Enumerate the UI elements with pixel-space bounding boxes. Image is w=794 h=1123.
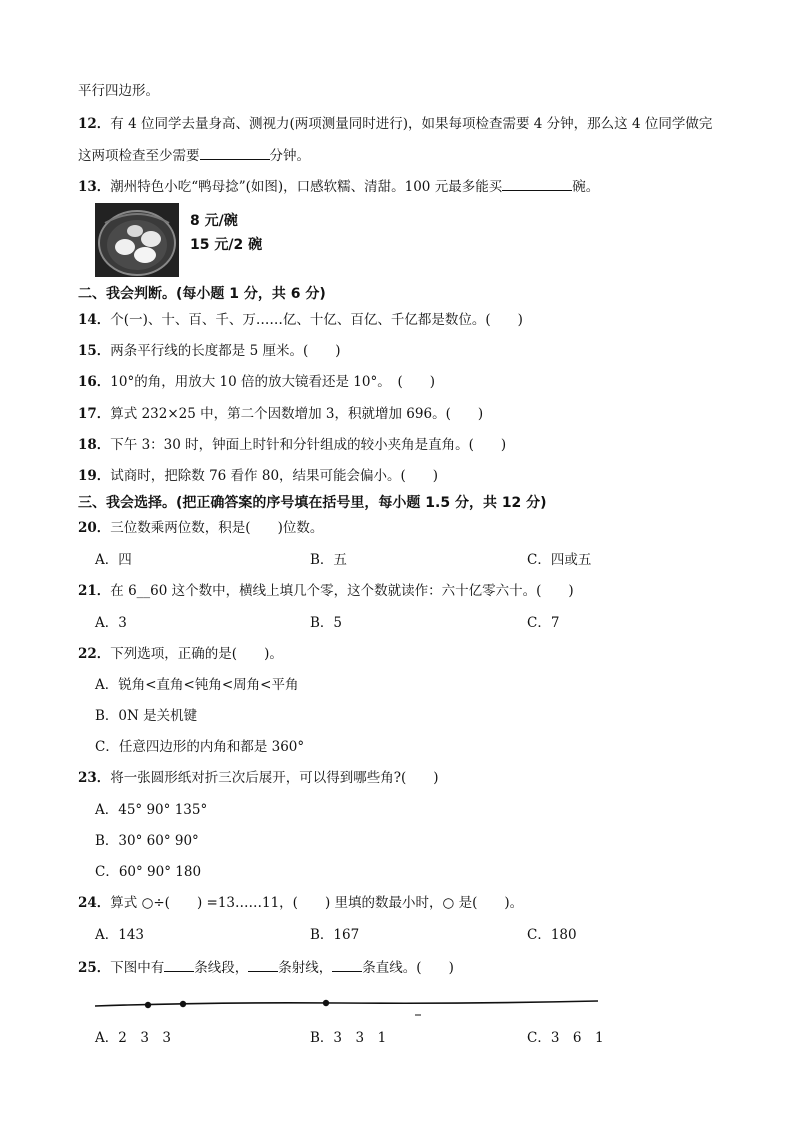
- q25-option-b[interactable]: B．3 3 1: [310, 1030, 387, 1046]
- q16: [78, 373, 435, 391]
- q19-number: 19．: [78, 468, 111, 484]
- q25-blank-lines[interactable]: [332, 957, 362, 972]
- q13-answer-blank[interactable]: [502, 176, 572, 191]
- q25-text3: 条射线，: [278, 960, 333, 976]
- q20-option-b[interactable]: B．五: [310, 552, 347, 568]
- q24-number: 24．: [78, 895, 111, 911]
- q21-option-c[interactable]: C．7: [527, 615, 560, 631]
- q14-number: 14．: [78, 312, 111, 328]
- price-two-bowls: 15 元/2 碗: [190, 237, 263, 253]
- q25-text2: 条线段，: [194, 960, 249, 976]
- q25-text1: 下图中有: [110, 960, 165, 976]
- q21: [78, 582, 574, 600]
- q13-line: [78, 176, 599, 196]
- q14-text: 个(一)、十、百、千、万……亿、十亿、百亿、千亿都是数位。( ): [110, 312, 523, 328]
- figure-line: [95, 1001, 598, 1006]
- figure-point-2: [180, 1001, 186, 1007]
- q12-text: 有 4 位同学去量身高、测视力(两项测量同时进行)，如果每项检查需要 4 分钟，那么这 4 位同学做完: [110, 116, 713, 132]
- q13-number: 13．: [78, 179, 111, 195]
- q24: [78, 894, 523, 912]
- q21-option-a[interactable]: A．3: [95, 615, 127, 631]
- q22: [78, 645, 283, 663]
- q23: [78, 769, 439, 787]
- q20: [78, 519, 323, 537]
- q17-text: 算式 232×25 中，第二个因数增加 3，积就增加 696。( ): [110, 406, 484, 422]
- q21-option-b[interactable]: B．5: [310, 615, 343, 631]
- figure-point-3: [323, 1000, 329, 1006]
- q16-text: 10°的角，用放大 10 倍的放大镜看还是 10°。 ( ): [110, 374, 435, 390]
- q23-option-c[interactable]: C．60° 90° 180: [95, 864, 202, 880]
- q12-line2: [78, 145, 310, 165]
- q12-line1: [78, 115, 712, 133]
- q22-option-a[interactable]: A．锐角<直角<钝角<周角<平角: [95, 677, 299, 693]
- q18-text: 下午 3：30 时，钟面上时针和分针组成的较小夹角是直角。( ): [110, 437, 507, 453]
- q20-option-a[interactable]: A．四: [95, 552, 132, 568]
- q24-option-c[interactable]: C．180: [527, 927, 577, 943]
- q14: [78, 311, 523, 329]
- q24-option-b[interactable]: B．167: [310, 927, 360, 943]
- q15-number: 15．: [78, 343, 111, 359]
- q15-text: 两条平行线的长度都是 5 厘米。( ): [110, 343, 341, 359]
- q12-answer-blank[interactable]: [200, 145, 270, 160]
- q22-option-c[interactable]: C．任意四边形的内角和都是 360°: [95, 739, 305, 755]
- q21-text: 在 6__60 这个数中，横线上填几个零，这个数就读作：六十亿零六十。( ): [110, 583, 574, 599]
- q12-text2a: 这两项检查至少需要: [78, 148, 200, 164]
- q23-option-a[interactable]: A．45° 90° 135°: [95, 802, 208, 818]
- q20-option-c[interactable]: C．四或五: [527, 552, 592, 568]
- q12-text2b: 分钟。: [269, 148, 310, 164]
- line-figure: [90, 992, 602, 1018]
- q21-number: 21．: [78, 583, 111, 599]
- q17: [78, 405, 483, 423]
- q25-option-a[interactable]: A．2 3 3: [95, 1030, 172, 1046]
- dumpling-bowl-image: [95, 203, 179, 277]
- q19: [78, 467, 438, 485]
- section2-heading: 二、我会判断。(每小题 1 分，共 6 分): [78, 286, 326, 302]
- q22-option-b[interactable]: B．0N 是关机键: [95, 708, 198, 724]
- q23-option-b[interactable]: B．30° 60° 90°: [95, 833, 199, 849]
- q25-number: 25．: [78, 960, 111, 976]
- q18: [78, 436, 506, 454]
- bowl-icon: [95, 203, 179, 277]
- q11-tail: 平行四边形。: [78, 83, 159, 99]
- q17-number: 17．: [78, 406, 111, 422]
- q25-blank-segments[interactable]: [164, 957, 194, 972]
- section3-heading: 三、我会选择。(把正确答案的序号填在括号里，每小题 1.5 分，共 12 分): [78, 495, 547, 511]
- price-per-bowl: 8 元/碗: [190, 213, 238, 229]
- q16-number: 16．: [78, 374, 111, 390]
- q25: [78, 957, 454, 977]
- q23-text: 将一张圆形纸对折三次后展开，可以得到哪些角?( ): [110, 770, 439, 786]
- q20-number: 20．: [78, 520, 111, 536]
- figure-point-1: [145, 1002, 151, 1008]
- q15: [78, 342, 341, 360]
- q19-text: 试商时，把除数 76 看作 80，结果可能会偏小。( ): [110, 468, 439, 484]
- q13-text: 潮州特色小吃“鸭母捻”(如图)，口感软糯、清甜。100 元最多能买: [110, 179, 503, 195]
- q20-text: 三位数乘两位数，积是( )位数。: [110, 520, 324, 536]
- q22-number: 22．: [78, 646, 111, 662]
- q22-text: 下列选项，正确的是( )。: [110, 646, 283, 662]
- q25-blank-rays[interactable]: [248, 957, 278, 972]
- q24-option-a[interactable]: A．143: [95, 927, 145, 943]
- q25-option-c[interactable]: C．3 6 1: [527, 1030, 604, 1046]
- q24-text: 算式 ○÷( ) =13……11，( ) 里填的数最小时，○ 是( )。: [110, 895, 524, 911]
- q25-text4: 条直线。( ): [362, 960, 454, 976]
- q18-number: 18．: [78, 437, 111, 453]
- q12-number: 12．: [78, 116, 111, 132]
- q23-number: 23．: [78, 770, 111, 786]
- q13-textb: 碗。: [572, 179, 600, 195]
